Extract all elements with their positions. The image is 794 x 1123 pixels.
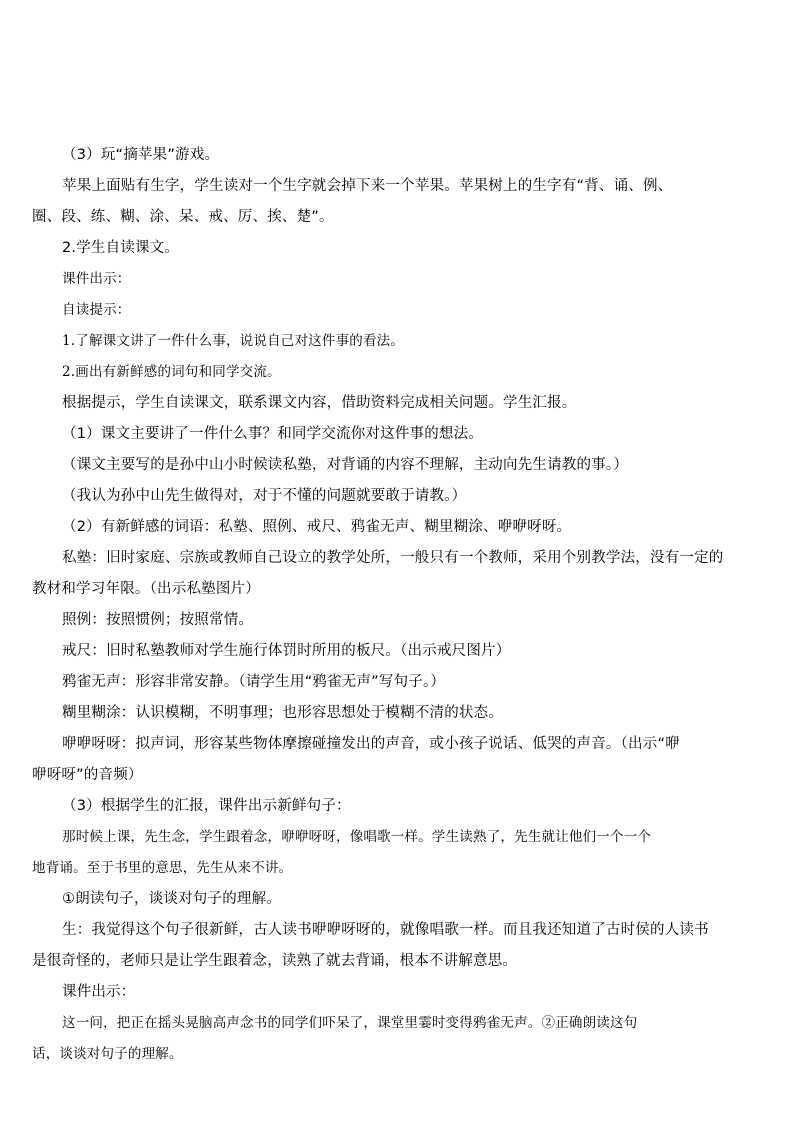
text-line: 2.学生自读课文。 <box>62 240 180 256</box>
text-line: 咿呀呀”的音频） <box>32 767 143 783</box>
text-line: （3）根据学生的汇报，课件出示新鲜句子： <box>62 798 351 814</box>
text-line: （课文主要写的是孙中山小时候读私塾，对背诵的内容不理解，主动向先生请教的事。） <box>62 457 629 473</box>
text-line: 是很奇怪的，老师只是让学生跟着念，读熟了就去背诵，根本不讲解意思。 <box>32 953 518 969</box>
text-line: 自读提示： <box>62 302 131 318</box>
text-line: 糊里糊涂：认识模糊，不明事理；也形容思想处于模糊不清的状态。 <box>62 705 503 721</box>
text-line: 话，谈谈对句子的理解。 <box>32 1046 183 1062</box>
text-line: 苹果上面贴有生字，学生读对一个生字就会掉下来一个苹果。苹果树上的生字有“背、诵、例、 <box>62 178 673 194</box>
text-line: （3）玩“摘苹果”游戏。 <box>62 147 220 163</box>
text-line: 教材和学习年限。（出示私塾图片） <box>32 581 260 597</box>
text-line: ①朗读句子，谈谈对句子的理解。 <box>62 891 281 907</box>
text-line: 2.画出有新鲜感的词句和同学交流。 <box>62 364 281 380</box>
text-line: 1.了解课文讲了一件什么事，说说自己对这件事的看法。 <box>62 333 405 349</box>
text-line: 这一问，把正在摇头晃脑高声念书的同学们吓呆了，课堂里霎时变得鸦雀无声。②正确朗读这句 <box>62 1015 638 1031</box>
text-line: （我认为孙中山先生做得对，对于不懂的问题就要敢于请教。） <box>62 488 467 504</box>
text-line: 那时候上课，先生念，学生跟着念，咿咿呀呀，像唱歌一样。学生读熟了，先生就让他们一个一个 <box>62 829 652 845</box>
text-line: 戒尺：旧时私塾教师对学生施行体罚时所用的板尺。（出示戒尺图片） <box>62 643 511 659</box>
text-line: 地背诵。至于书里的意思，先生从来不讲。 <box>32 860 293 876</box>
text-line: 圈、段、练、糊、涂、呆、戒、厉、挨、楚”。 <box>32 209 334 225</box>
text-line: （2）有新鲜感的词语：私塾、照例、戒尺、鸦雀无声、糊里糊涂、咿咿呀呀。 <box>62 519 572 535</box>
text-line: 课件出示： <box>62 271 131 287</box>
text-line: 根据提示，学生自读课文，联系课文内容，借助资料完成相关问题。学生汇报。 <box>62 395 577 411</box>
text-line: 生：我觉得这个句子很新鲜，古人读书咿咿呀呀的，就像唱歌一样。而且我还知道了古时侯的人读书 <box>62 922 709 938</box>
text-line: 咿咿呀呀：拟声词，形容某些物体摩擦碰撞发出的声音，或小孩子说话、低哭的声音。（出示“咿 <box>62 736 680 752</box>
text-line: 课件出示： <box>62 984 136 1000</box>
text-line: 照例：按照惯例；按照常情。 <box>62 612 254 628</box>
text-line: （1）课文主要讲了一件什么事？和同学交流你对这件事的想法。 <box>62 426 484 442</box>
text-line: 私塾：旧时家庭、宗族或教师自己设立的教学处所，一般只有一个教师，采用个别教学法，没有一定的 <box>62 550 724 566</box>
text-line: 鸦雀无声：形容非常安静。（请学生用“鸦雀无声”写句子。） <box>62 674 446 690</box>
